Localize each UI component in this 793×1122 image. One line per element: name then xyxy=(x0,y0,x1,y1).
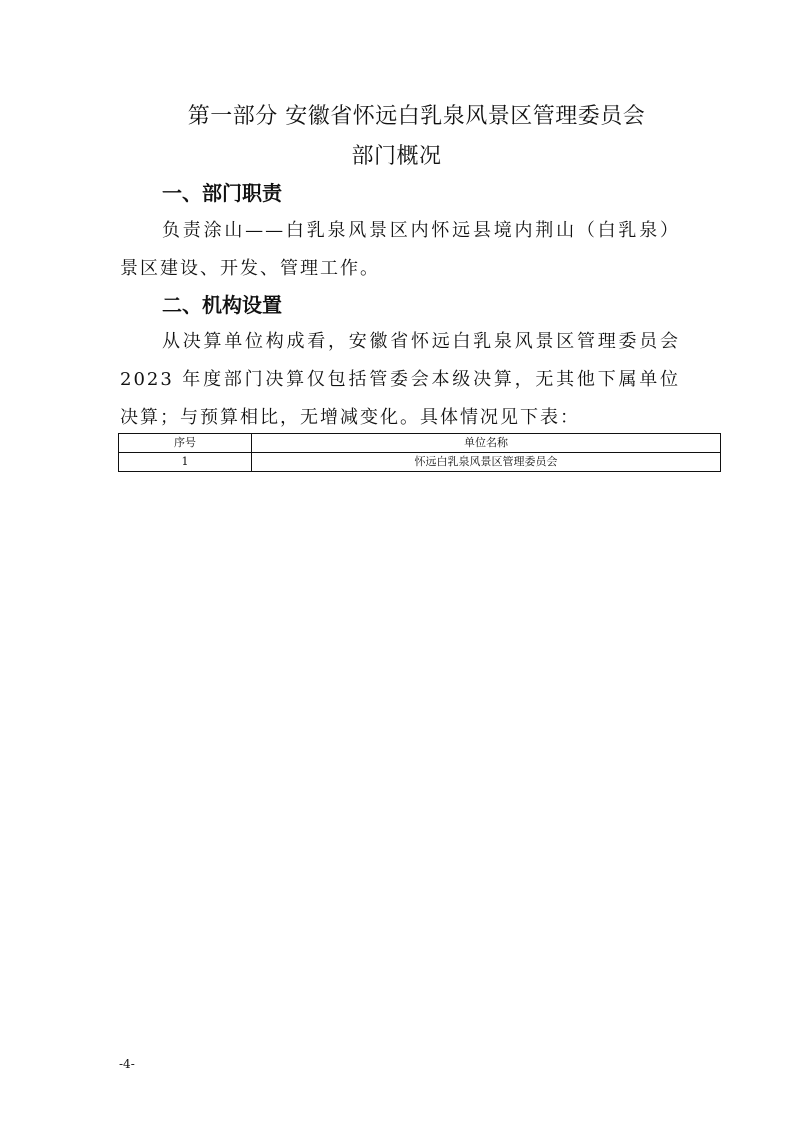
table-header-serial: 序号 xyxy=(119,434,252,453)
section-heading-organization: 二、机构设置 xyxy=(162,293,282,317)
table-row xyxy=(119,453,721,472)
unit-table xyxy=(118,433,721,472)
table-cell-unit-name: 怀远白乳泉风景区管理委员会 xyxy=(252,453,721,472)
table-cell-serial: 1 xyxy=(119,453,252,472)
page-number: -4- xyxy=(119,1057,135,1071)
table-header-row xyxy=(119,434,721,453)
table-header-unit-name: 单位名称 xyxy=(252,434,721,453)
section-heading-responsibilities: 一、部门职责 xyxy=(162,181,282,205)
page-title-line2: 部门概况 xyxy=(351,144,442,169)
paragraph-organization: 从决算单位构成看，安徽省怀远白乳泉风景区管理委员会 2023 年度部门决算仅包括管委会本级决算，无其他下属单位决算；与预算相比，无增减变化。具体情况见下表： xyxy=(120,331,680,428)
paragraph-responsibilities: 负责涂山——白乳泉风景区内怀远县境内荆山（白乳泉）景区建设、开发、管理工作。 xyxy=(120,220,680,279)
page-title-line1: 第一部分 安徽省怀远白乳泉风景区管理委员会 xyxy=(187,104,646,129)
